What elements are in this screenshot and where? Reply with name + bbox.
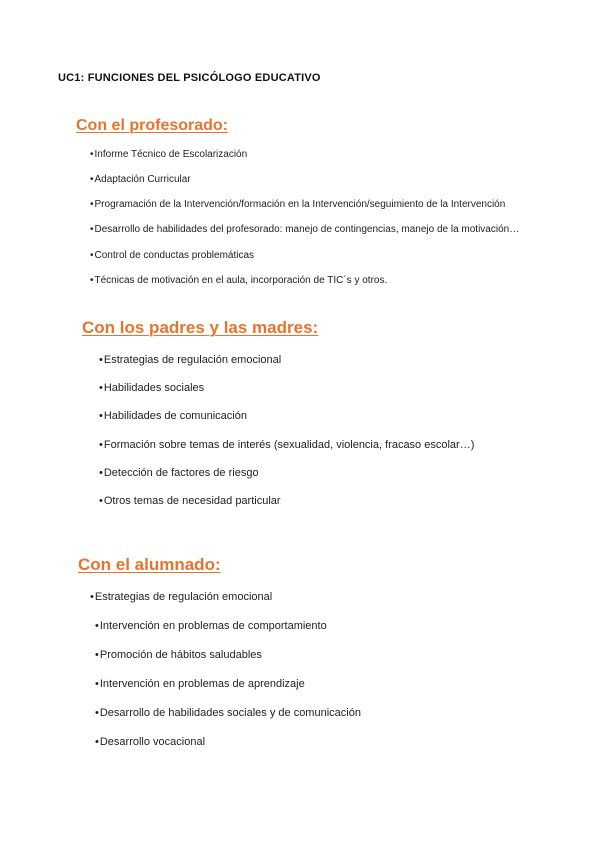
list-item: •Control de conductas problemáticas bbox=[90, 250, 255, 261]
list-item: •Habilidades sociales bbox=[99, 382, 205, 394]
list-item: •Desarrollo de habilidades del profesorado: manejo de contingencias, manejo de la motivación… bbox=[90, 224, 520, 235]
bullet-icon: • bbox=[90, 591, 94, 603]
bullet-icon: • bbox=[99, 467, 103, 479]
bullet-icon: • bbox=[90, 149, 94, 160]
bullet-icon: • bbox=[95, 620, 99, 632]
section-heading-profesorado: Con el profesorado: bbox=[76, 117, 229, 134]
bullet-icon: • bbox=[99, 439, 103, 451]
bullet-icon: • bbox=[99, 382, 103, 394]
bullet-icon: • bbox=[95, 736, 99, 748]
list-item: •Desarrollo de habilidades sociales y de comunicación bbox=[95, 707, 361, 719]
document-title: UC1: FUNCIONES DEL PSICÓLOGO EDUCATIVO bbox=[58, 72, 321, 84]
list-item: •Intervención en problemas de comportamiento bbox=[95, 620, 327, 632]
bullet-icon: • bbox=[95, 678, 99, 690]
section-heading-alumnado: Con el alumnado: bbox=[78, 555, 221, 574]
list-item: •Estrategias de regulación emocional bbox=[99, 354, 282, 366]
list-item: •Otros temas de necesidad particular bbox=[99, 495, 281, 507]
section-heading-padres: Con los padres y las madres: bbox=[82, 318, 319, 337]
list-item: •Desarrollo vocacional bbox=[95, 736, 206, 748]
list-item: •Detección de factores de riesgo bbox=[99, 467, 259, 479]
list-item: •Informe Técnico de Escolarización bbox=[90, 149, 248, 160]
list-item: •Promoción de hábitos saludables bbox=[95, 649, 262, 661]
bullet-icon: • bbox=[90, 174, 94, 185]
list-item: •Adaptación Curricular bbox=[90, 174, 191, 185]
list-item: •Estrategias de regulación emocional bbox=[90, 591, 273, 603]
list-item: •Habilidades de comunicación bbox=[99, 410, 247, 422]
list-item: •Intervención en problemas de aprendizaje bbox=[95, 678, 305, 690]
bullet-icon: • bbox=[99, 495, 103, 507]
bullet-icon: • bbox=[95, 707, 99, 719]
list-item: •Técnicas de motivación en el aula, incorporación de TIC´s y otros. bbox=[90, 275, 388, 286]
bullet-icon: • bbox=[95, 649, 99, 661]
bullet-icon: • bbox=[99, 354, 103, 366]
list-item: •Programación de la Intervención/formación en la Intervención/seguimiento de la Intervención bbox=[90, 199, 506, 210]
bullet-icon: • bbox=[90, 224, 94, 235]
bullet-icon: • bbox=[90, 199, 94, 210]
bullet-icon: • bbox=[90, 275, 94, 286]
list-item: •Formación sobre temas de interés (sexualidad, violencia, fracaso escolar…) bbox=[99, 439, 475, 451]
bullet-icon: • bbox=[90, 250, 94, 261]
bullet-icon: • bbox=[99, 410, 103, 422]
